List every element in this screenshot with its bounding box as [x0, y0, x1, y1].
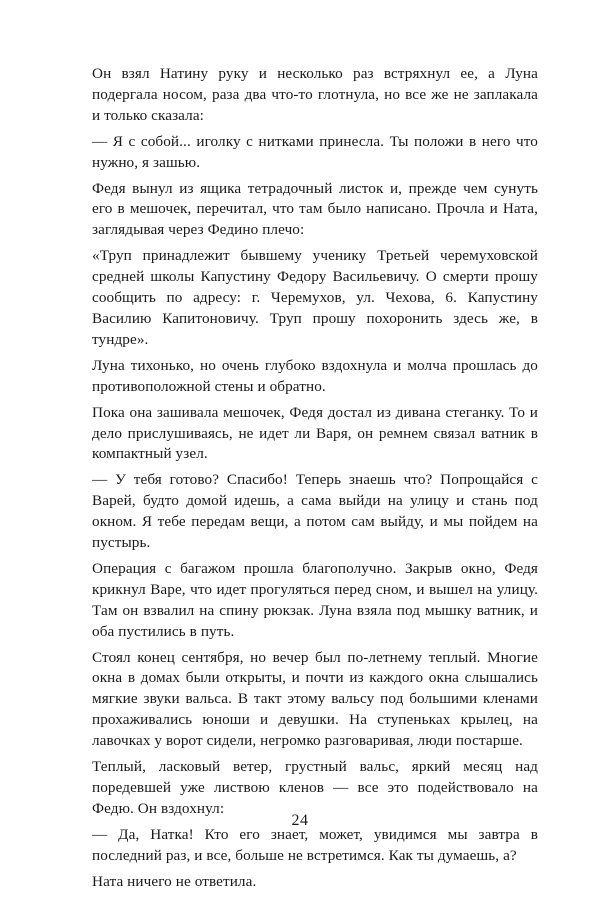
paragraph: Операция с багажом прошла благополучно. Закрыв окно, Федя крикнул Варе, что идет прогуляться перед сном, и вышел на улицу. Там он взвалил на спину рюкзак. Луна взяла под мышку ватник, и оба пустились в путь.: [92, 559, 538, 640]
paragraph: «Труп принадлежит бывшему ученику Третьей черемуховской средней школы Капустину Федору Васильевичу. О смерти прошу сообщить по адресу: г. Черемухов, ул. Чехова, 6. Капустину Василию Капитоновичу. Труп прошу похоронить здесь же, в тундре».: [92, 247, 538, 348]
paragraph: Пока она зашивала мешочек, Федя достал из дивана стеганку. То и дело прислушиваясь, не идет ли Варя, он ремнем связал ватник в компактный узел.: [92, 403, 538, 463]
paragraph: Федя вынул из ящика тетрадочный листок и, прежде чем сунуть его в мешочек, перечитал, что там было написано. Прочла и Ната, заглядывая через Федино плечо:: [92, 179, 538, 239]
paragraph: — У тебя готово? Спасибо! Теперь знаешь что? Попрощайся с Варей, будто домой идешь, а сама выйди на улицу и стань под окном. Я тебе передам вещи, а потом сам выйду, и мы пойдем на пустырь.: [92, 471, 538, 552]
body-text: [92, 64, 538, 893]
paragraph: Он взял Натину руку и несколько раз встряхнул ее, а Луна подергала носом, раза два что-то глотнула, но все же не заплакала и только сказала:: [92, 65, 538, 124]
paragraph: Теплый, ласковый ветер, грустный вальс, яркий месяц над поредевшей уже листвою кленов — все это подействовало на Федю. Он вздохнул:: [92, 758, 538, 817]
paragraph: Луна тихонько, но очень глубоко вздохнула и молча прошлась до противоположной стены и обратно.: [92, 356, 538, 395]
paragraph: — Я с собой... иголку с нитками принесла. Ты положи в него что нужно, я зашью.: [92, 132, 538, 171]
paragraph: Ната ничего не ответила.: [92, 872, 257, 890]
page-number: 24: [291, 812, 309, 829]
paragraph: Стоял конец сентября, но вечер был по-летнему теплый. Многие окна в домах были открыты, и почти из каждого окна слышались мягкие звуки вальса. В такт этому вальсу под большими кленами прохаживались юноши и девушки. На ступеньках крылец, на лавочках у ворот сидели, негромко разговаривая, люди постарше.: [92, 648, 538, 750]
paragraph: — Да, Натка! Кто его знает, может, увидимся мы завтра в последний раз, и все, больше не встретимся. Как ты думаешь, а?: [92, 825, 538, 864]
